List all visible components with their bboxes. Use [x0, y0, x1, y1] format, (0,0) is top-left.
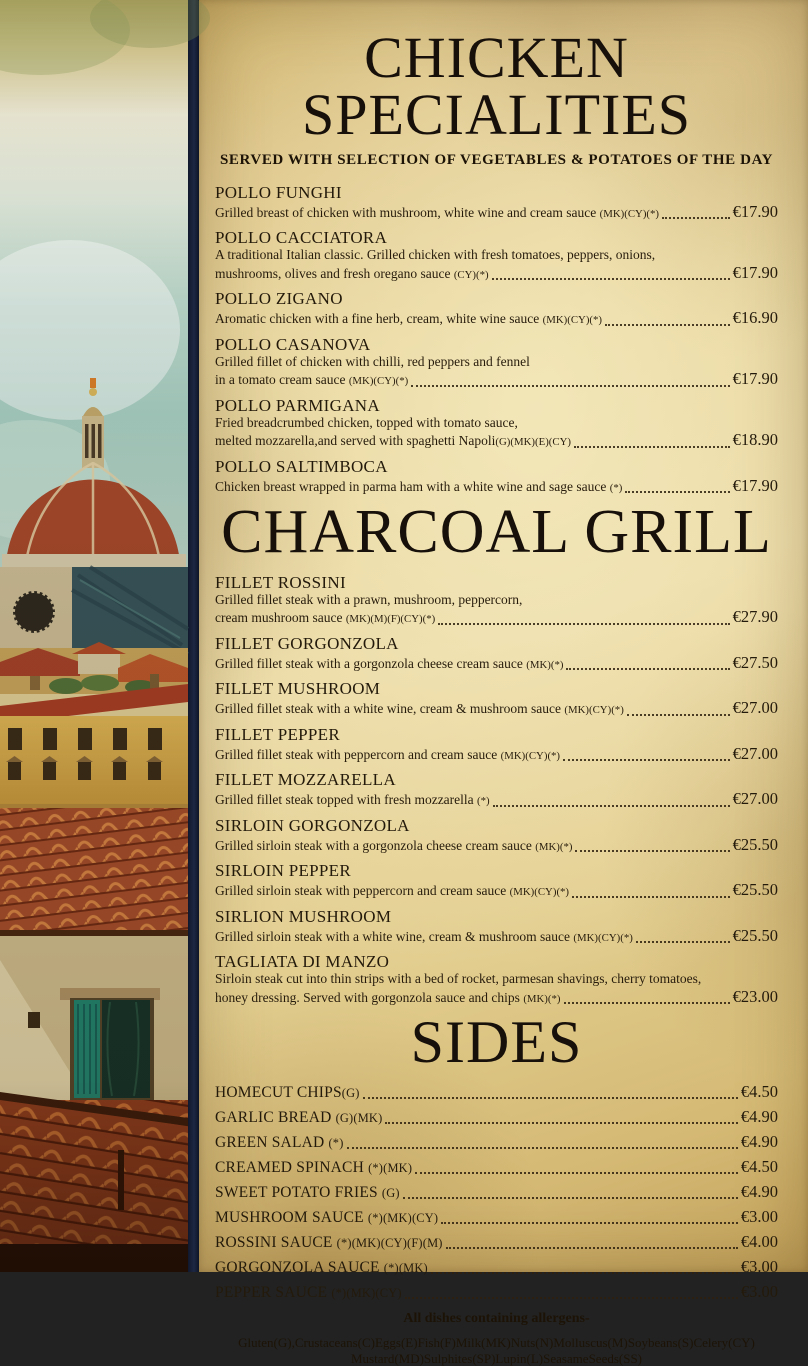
item-desc: Aromatic chicken with a fine herb, cream, white wine sauce (MK)(CY)(*): [215, 311, 603, 327]
item-desc: Grilled fillet steak with a white wine, cream & mushroom sauce (MK)(CY)(*): [215, 701, 624, 717]
item-name: GORGONZOLA SAUCE (*)(MK): [215, 1259, 428, 1277]
item-name: ROSSINI SAUCE (*)(MK)(CY)(F)(M): [215, 1234, 443, 1252]
item-name: TAGLIATA DI MANZO: [215, 952, 390, 972]
section-title-sides: SIDES: [410, 1009, 583, 1076]
item-name: POLLO SALTIMBOCA: [215, 456, 388, 476]
item-last-line: [215, 607, 778, 628]
dotted-leader: [446, 1247, 738, 1249]
menu-item: [215, 573, 778, 628]
allergen-code: (*): [609, 481, 623, 494]
item-last-line: [215, 1132, 778, 1152]
item-desc: honey dressing. Served with gorgonzola sauce and chips (MK)(*): [215, 989, 561, 1005]
item-desc: A traditional Italian classic. Grilled chicken with fresh tomatoes, peppers, onions,: [215, 247, 656, 263]
allergen-code: (G): [341, 1086, 360, 1101]
dotted-leader: [347, 1147, 738, 1149]
item-name: POLLO FUNGHI: [215, 182, 342, 202]
menu-sections: [215, 25, 778, 1302]
allergen-footer: [215, 1311, 778, 1366]
allergen-code: (M): [370, 613, 388, 626]
dotted-leader: [492, 278, 730, 280]
item-last-line: [215, 476, 778, 497]
dotted-leader: [574, 446, 730, 448]
allergen-code: (MK): [345, 613, 371, 626]
menu-item: [215, 634, 778, 674]
tone-overlay: [0, 0, 188, 1272]
item-last-line: [215, 789, 778, 810]
item-price: €17.90: [732, 475, 778, 495]
item-last-line: [215, 1232, 778, 1252]
item-price: €17.90: [732, 369, 778, 389]
allergen-note: All dishes containing allergens-: [403, 1311, 590, 1327]
item-name: FILLET MOZZARELLA: [215, 770, 396, 790]
allergen-code: (CY): [380, 1236, 408, 1251]
item-name: FILLET MUSHROOM: [215, 679, 381, 699]
item-price: €4.00: [740, 1232, 778, 1252]
allergen-code: (*): [422, 613, 436, 626]
item-last-line: [215, 263, 778, 284]
item-desc: Grilled fillet steak with peppercorn and cream sauce (MK)(CY)(*): [215, 746, 561, 762]
allergen-code: (*): [368, 1161, 384, 1176]
item-last-line: [215, 698, 778, 719]
allergen-code: (G): [381, 1186, 400, 1201]
item-last-line: [215, 202, 778, 223]
menu-item: [215, 335, 778, 390]
florence-photo: [0, 0, 188, 1272]
allergen-code: (*): [646, 207, 660, 220]
dotted-leader: [627, 714, 730, 716]
item-last-line: [215, 1282, 778, 1302]
item-last-line: [215, 430, 778, 451]
menu-item: [215, 1207, 778, 1226]
item-desc: Sirloin steak cut into thin strips with a bed of rocket, parmesan shavings, cherry tomatoes,: [215, 971, 702, 987]
item-last-line: [215, 880, 778, 901]
item-price: €25.50: [732, 880, 778, 900]
item-price: €4.90: [740, 1132, 778, 1152]
allergen-code: (*): [367, 1211, 383, 1226]
section-items: [215, 1082, 778, 1301]
item-name: HOMECUT CHIPS(G): [215, 1084, 360, 1102]
section-items: [215, 573, 778, 1008]
allergen-code: (MK): [383, 1161, 413, 1176]
allergen-code: (MK): [346, 1286, 376, 1301]
item-last-line: [215, 1182, 778, 1202]
allergen-code: (MK): [599, 207, 625, 220]
allergen-code: (CY): [589, 704, 612, 717]
item-last-line: [215, 1257, 778, 1277]
allergen-code: (*): [395, 375, 409, 388]
section-title-grill: CHARCOAL GRILL: [221, 498, 772, 567]
allergen-code: (*): [559, 840, 573, 853]
allergen-code: (MK): [351, 1236, 381, 1251]
menu-item: [215, 725, 778, 765]
allergen-list: [215, 1335, 778, 1366]
item-name: SWEET POTATO FRIES (G): [215, 1184, 400, 1202]
item-last-line: [215, 1107, 778, 1127]
item-price: €25.50: [732, 925, 778, 945]
item-desc: cream mushroom sauce (MK)(M)(F)(CY)(*): [215, 610, 436, 626]
allergen-code: (*): [547, 992, 561, 1005]
allergen-code: (MK): [542, 314, 568, 327]
allergen-code: (*): [476, 268, 489, 281]
item-last-line: [215, 1082, 778, 1102]
item-desc: Grilled sirloin steak with peppercorn and cream sauce (MK)(CY)(*): [215, 883, 570, 899]
section-title-chicken: CHICKEN SPECIALITIES: [302, 25, 691, 147]
dotted-leader: [636, 941, 730, 943]
section-chicken: [215, 25, 778, 496]
allergen-code: (G): [495, 436, 511, 449]
allergen-code: (MK): [523, 992, 548, 1005]
menu-item: [215, 183, 778, 223]
dotted-leader: [405, 1297, 738, 1299]
dotted-leader: [493, 805, 730, 807]
menu-item: [215, 952, 778, 1007]
item-name: SIRLOIN PEPPER: [215, 861, 351, 881]
item-name: POLLO CACCIATORA: [215, 228, 388, 248]
dotted-leader: [385, 1122, 737, 1124]
menu-item: [215, 861, 778, 901]
section-grill: [215, 498, 778, 1007]
item-price: €25.50: [732, 834, 778, 854]
item-last-line: [215, 653, 778, 674]
section-subtitle: SERVED WITH SELECTION OF VEGETABLES & POTATOES OF THE DAY: [219, 151, 774, 168]
item-price: €16.90: [732, 308, 778, 328]
item-price: €4.50: [740, 1082, 778, 1102]
dotted-leader: [566, 668, 729, 670]
item-name: GARLIC BREAD (G)(MK): [215, 1109, 383, 1127]
allergen-code: (*): [331, 1286, 347, 1301]
item-desc: melted mozzarella,and served with spaghetti Napoli(G)(MK)(E)(CY): [215, 433, 571, 449]
menu-item: [215, 1232, 778, 1251]
item-price: €3.00: [740, 1257, 778, 1277]
dotted-leader: [564, 1002, 730, 1004]
item-price: €4.90: [740, 1107, 778, 1127]
allergen-code: (MK): [500, 749, 526, 762]
item-last-line: [215, 308, 778, 329]
allergen-code: (MK): [564, 704, 589, 717]
menu-item: [215, 679, 778, 719]
item-last-line: [215, 926, 778, 947]
menu-item: [215, 1157, 778, 1176]
allergen-code: (G): [335, 1111, 354, 1126]
menu-item: [215, 1282, 778, 1301]
allergen-code: (CY): [548, 436, 571, 449]
item-desc: Grilled breast of chicken with mushroom, white wine and cream sauce (MK)(CY)(*): [215, 204, 660, 220]
item-last-line: [215, 369, 778, 390]
allergen-code: (CY): [411, 1211, 439, 1226]
item-price: €27.90: [732, 607, 778, 627]
allergen-code: (F): [387, 613, 401, 626]
menu-item: [215, 1107, 778, 1126]
item-price: €27.50: [732, 652, 778, 672]
allergen-code: (CY): [453, 268, 477, 281]
allergen-code: (MK): [509, 886, 535, 899]
item-name: POLLO CASANOVA: [215, 334, 371, 354]
dotted-leader: [363, 1097, 738, 1099]
dotted-leader: [575, 850, 729, 852]
item-last-line: [215, 987, 778, 1008]
item-desc: mushrooms, olives and fresh oregano sauce (CY)(*): [215, 265, 489, 281]
dotted-leader: [438, 623, 729, 625]
allergen-code: (*): [547, 749, 561, 762]
allergen-code: (MK): [526, 658, 551, 671]
allergen-list-line: Gluten(G),Crustaceans(C)Eggs(E)Fish(F)Milk(MK)Nuts(N)Molluscus(M)Soybeans(S)Celery(CY): [238, 1335, 755, 1351]
allergen-code: (MK): [382, 1211, 412, 1226]
allergen-code: (*): [611, 704, 624, 717]
menu-panel: [199, 0, 808, 1366]
allergen-code: (MK): [535, 840, 560, 853]
menu-item: [215, 1182, 778, 1201]
item-name: POLLO PARMIGANA: [215, 395, 380, 415]
allergen-code: (*): [556, 886, 570, 899]
item-desc: Grilled sirloin steak with a white wine, cream & mushroom sauce (MK)(CY)(*): [215, 928, 633, 944]
allergen-code: (CY): [525, 749, 548, 762]
dotted-leader: [625, 491, 729, 493]
allergen-code: (MK): [353, 1111, 383, 1126]
item-name: FILLET GORGONZOLA: [215, 633, 399, 653]
item-price: €3.00: [740, 1282, 778, 1302]
menu-item: [215, 228, 778, 283]
allergen-code: (*): [550, 658, 564, 671]
dotted-leader: [572, 896, 730, 898]
item-last-line: [215, 744, 778, 765]
allergen-code: (CY): [375, 1286, 402, 1301]
dotted-leader: [403, 1197, 738, 1199]
item-price: €17.90: [732, 201, 778, 221]
item-price: €4.50: [740, 1157, 778, 1177]
item-desc: Grilled fillet steak with a prawn, mushroom, peppercorn,: [215, 591, 523, 607]
menu-item: [215, 1082, 778, 1101]
item-last-line: [215, 1157, 778, 1177]
item-desc: Grilled sirloin steak with a gorgonzola cheese cream sauce (MK)(*): [215, 837, 573, 853]
menu-item: [215, 770, 778, 810]
vertical-divider: [188, 0, 199, 1272]
item-name: CREAMED SPINACH (*)(MK): [215, 1159, 413, 1177]
dotted-leader: [415, 1172, 738, 1174]
item-desc: Chicken breast wrapped in parma ham with a white wine and sage sauce (*): [215, 478, 623, 494]
allergen-code: (MK): [510, 436, 535, 449]
item-price: €17.90: [732, 262, 778, 282]
allergen-code: (*): [336, 1236, 352, 1251]
item-price: €3.00: [740, 1207, 778, 1227]
menu-item: [215, 457, 778, 497]
item-price: €27.00: [732, 789, 778, 809]
allergen-list-line: Mustard(MD)Sulphites(SP)Lupin(L)SeasameSeeds(SS): [350, 1350, 643, 1366]
item-price: €18.90: [732, 430, 778, 450]
allergen-code: (CY): [624, 207, 647, 220]
menu-item: [215, 816, 778, 856]
item-last-line: [215, 1207, 778, 1227]
menu-item: [215, 396, 778, 451]
item-name: FILLET ROSSINI: [215, 572, 346, 592]
dotted-leader: [441, 1222, 738, 1224]
item-name: GREEN SALAD (*): [215, 1134, 344, 1152]
menu-item: [215, 1257, 778, 1276]
item-desc: Fried breadcrumbed chicken, topped with tomato sauce,: [215, 414, 518, 430]
allergen-code: (CY): [598, 931, 621, 944]
item-name: FILLET PEPPER: [215, 724, 340, 744]
allergen-code: (E): [535, 436, 549, 449]
dotted-leader: [431, 1272, 738, 1274]
item-price: €27.00: [732, 743, 778, 763]
item-desc: Grilled fillet of chicken with chilli, red peppers and fennel: [215, 353, 530, 369]
item-name: SIRLION MUSHROOM: [215, 906, 392, 926]
item-desc: Grilled fillet steak with a gorgonzola cheese cream sauce (MK)(*): [215, 655, 564, 671]
allergen-code: (*): [589, 314, 603, 327]
item-name: POLLO ZIGANO: [215, 289, 343, 309]
item-name: PEPPER SAUCE (*)(MK)(CY): [215, 1284, 402, 1302]
section-sides: [215, 1009, 778, 1302]
item-price: €23.00: [732, 986, 778, 1006]
item-price: €4.90: [740, 1182, 778, 1202]
allergen-code: (M): [422, 1236, 443, 1251]
item-last-line: [215, 835, 778, 856]
allergen-code: (MK): [348, 375, 374, 388]
menu-item: [215, 289, 778, 329]
section-items: [215, 183, 778, 497]
dotted-leader: [563, 759, 730, 761]
item-desc: in a tomato cream sauce (MK)(CY)(*): [215, 372, 409, 388]
allergen-code: (CY): [400, 613, 423, 626]
allergen-code: (*): [328, 1136, 344, 1151]
item-desc: Grilled fillet steak topped with fresh mozzarella (*): [215, 792, 490, 808]
florence-illustration: [0, 0, 188, 1272]
item-price: €27.00: [732, 698, 778, 718]
menu-item: [215, 1132, 778, 1151]
dotted-leader: [411, 385, 729, 387]
dotted-leader: [662, 217, 730, 219]
allergen-code: (F): [407, 1236, 423, 1251]
allergen-code: (CY): [567, 314, 590, 327]
allergen-code: (*): [383, 1261, 399, 1276]
item-name: SIRLOIN GORGONZOLA: [215, 815, 410, 835]
allergen-code: (MK): [398, 1261, 428, 1276]
item-name: MUSHROOM SAUCE (*)(MK)(CY): [215, 1209, 439, 1227]
allergen-code: (*): [477, 795, 490, 808]
allergen-code: (CY): [373, 375, 396, 388]
menu-item: [215, 907, 778, 947]
dotted-leader: [605, 324, 730, 326]
allergen-code: (*): [620, 931, 633, 944]
allergen-code: (CY): [534, 886, 557, 899]
allergen-code: (MK): [573, 931, 599, 944]
